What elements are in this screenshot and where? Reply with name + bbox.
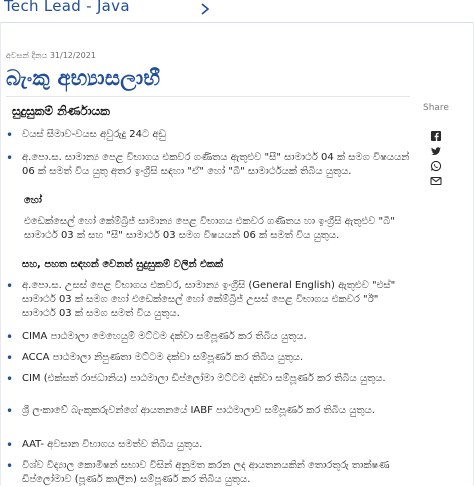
bullet-icon: •: [6, 438, 14, 452]
list-item-text: ශ්‍රී ලංකාවේ බැංකුකරුවන්ගේ ආයතනයේ IABF පාඨමාලාව සම්පූර්ණ කර තිබිය යුතුය.: [22, 405, 375, 416]
deadline-date: [6, 51, 96, 61]
whatsapp-icon[interactable]: [430, 160, 442, 172]
or-separator: හෝ: [24, 195, 42, 206]
list-item-text: CIM (එක්සත් රාජධානිය) පාඨමාලා ඩිප්ලෝමා මට්ටම දක්වා සම්පූර්ණ කර තිබිය යුතුය.: [22, 373, 386, 384]
list-item-text: විශ්ව විද්‍යාල කොමිෂන් සභාව විසින් අනුමත කරන ලද ආයතනයකින් තොරතුරු තාක්ෂණ ඩිප්ලෝමාව (පූර්ණ කාලීන) සම්පූර්ණ කර තිබිය යුතුය.: [22, 460, 390, 485]
breadcrumb[interactable]: Tech Lead - Java: [4, 0, 130, 15]
bullet-icon: •: [6, 151, 14, 165]
list-item-text: එඩෙක්සෙල් හෝ කේම්බ්‍රිජ් සාමාන්‍ය පෙළ විභාගය එකවර ගණිතය හා ඉංග්‍රීසි ඇතුළුව "බී" සාමාර්ථ 03 ක් සහ "සී" සාමාර්ථ 03 සමග විෂයයන් 06 ක් සමත් විය යුතුය.: [24, 216, 395, 241]
job-title: බැංකු අභ්‍යාසලාභී: [6, 66, 161, 90]
list-item-text: AAT- අවසාන විභාගය සමත්ව තිබිය යුතුය.: [22, 439, 203, 450]
bullet-icon: •: [6, 372, 14, 386]
list-item-text: ACCA පාඨමාලා නිපුණතා මට්ටම දක්වා සම්පූර්ණ කර තිබිය යුතුය.: [22, 352, 304, 363]
list-item-text: අ.පො.ස. උසස් පෙළ විභාගය එකවර, සාමාන්‍ය ඉංග්‍රීසි (General English) ඇතුළුව "එස්" සාමාර්ථ 03 ක් සමග හෝ එඩෙක්සෙල් හෝ කේම්බ්‍රිජ් උසස් පෙළ විභාගය එකවර "ඊ" සාමාර්ථ 03 ක් සමග සමත් විය යුතුය.: [22, 280, 396, 319]
list-item-text: අ.පො.ස. සාමාන්‍ය පෙළ විභාගය එකවර ගණිතය ඇතුළුව "සී" සාමාර්ථ 04 ක් සමග විෂයයන් 06 ක් සමත් විය යුතු අතර ඉංග්‍රීසි සඳහා "ඒ" හෝ "බී" සාමාර්ථයක් තිබිය යුතුය.: [22, 152, 410, 177]
bullet-icon: •: [6, 351, 14, 365]
deadline-label: අවසන් දිනය: [6, 51, 48, 60]
title-divider: [6, 96, 410, 97]
list-item-text: වයස් සීමාව-වයස අවුරුදු 24ට අඩු: [22, 129, 166, 140]
bullet-icon: •: [6, 330, 14, 344]
bullet-icon: •: [6, 128, 14, 142]
top-bar: [0, 0, 474, 23]
bullet-icon: •: [6, 404, 14, 418]
and-subheading: සහ, පහත සඳහන් වෙනත් සුදුසුකම් වලින් එකක්: [22, 259, 224, 270]
facebook-icon[interactable]: [430, 130, 442, 142]
twitter-icon[interactable]: [430, 145, 442, 157]
list-item-text: CIMA පාඨමාලා මෙහෙයුම් මට්ටම දක්වා සම්පූර්ණ කර තිබිය යුතුය.: [22, 331, 307, 342]
section-title: සුදුසුකම් නිර්ණායක: [12, 104, 110, 118]
bullet-icon: •: [6, 279, 14, 293]
chevron-right-icon[interactable]: [197, 1, 213, 17]
bullet-icon: •: [6, 459, 14, 473]
email-icon[interactable]: [430, 175, 442, 187]
share-label: Share: [423, 103, 449, 113]
left-divider: [0, 22, 1, 485]
share-icons: [430, 130, 442, 190]
deadline-value: 31/12/2021: [49, 51, 96, 60]
